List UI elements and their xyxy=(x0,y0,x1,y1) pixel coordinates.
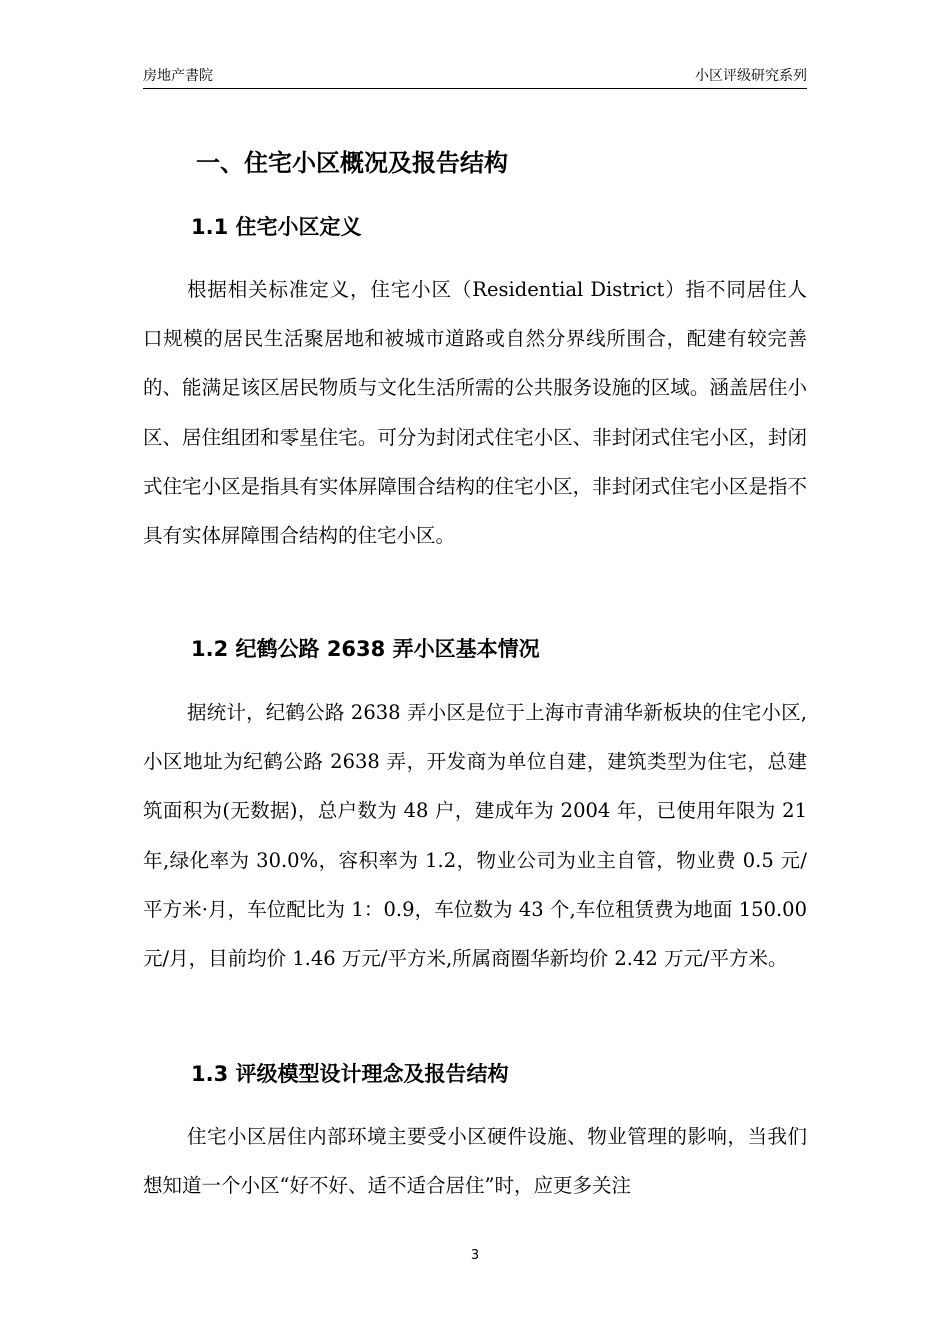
section-heading-1-1: 1.1 住宅小区定义 xyxy=(191,215,362,239)
page-header xyxy=(143,66,807,89)
chapter-title: 一、住宅小区概况及报告结构 xyxy=(196,149,508,177)
section-heading-1-2: 1.2 纪鹤公路 2638 弄小区基本情况 xyxy=(191,637,540,661)
section-paragraph-1-3: 住宅小区居住内部环境主要受小区硬件设施、物业管理的影响，当我们想知道一个小区“好不好、适不适合居住”时，应更多关注 xyxy=(143,1125,807,1198)
page-number: 3 xyxy=(470,1248,480,1263)
header-publisher: 房地产書院 xyxy=(143,68,213,84)
header-series-title: 小区评级研究系列 xyxy=(695,68,807,84)
section-paragraph-1-1: 根据相关标准定义，住宅小区（Residential District）指不同居住人口规模的居民生活聚居地和被城市道路或自然分界线所围合，配建有较完善的、能满足该区居民物质与文化生活所需的公共服务设施的区域。涵盖居住小区、居住组团和零星住宅。可分为封闭式住宅小区、非封闭式住宅小区，封闭式住宅小区是指具有实体屏障围合结构的住宅小区，非封闭式住宅小区是指不具有实体屏障围合结构的住宅小区。 xyxy=(143,278,807,548)
section-paragraph-1-2: 据统计，纪鹤公路 2638 弄小区是位于上海市青浦华新板块的住宅小区,小区地址为纪鹤公路 2638 弄，开发商为单位自建，建筑类型为住宅，总建筑面积为(无数据)，总户数为 48 户，建成年为 2004 年，已使用年限为 21 年,绿化率为 30.0%，容积率为 1.2，物业公司为业主自管，物业费 0.5 元/平方米·月，车位配比为 1：0.9，车位数为 43 个,车位租赁费为地面 150.00 元/月，目前均价 1.46 万元/平方米,所属商圈华新均价 2.42 万元/平方米。 xyxy=(143,701,807,971)
section-heading-1-3: 1.3 评级模型设计理念及报告结构 xyxy=(191,1062,509,1086)
